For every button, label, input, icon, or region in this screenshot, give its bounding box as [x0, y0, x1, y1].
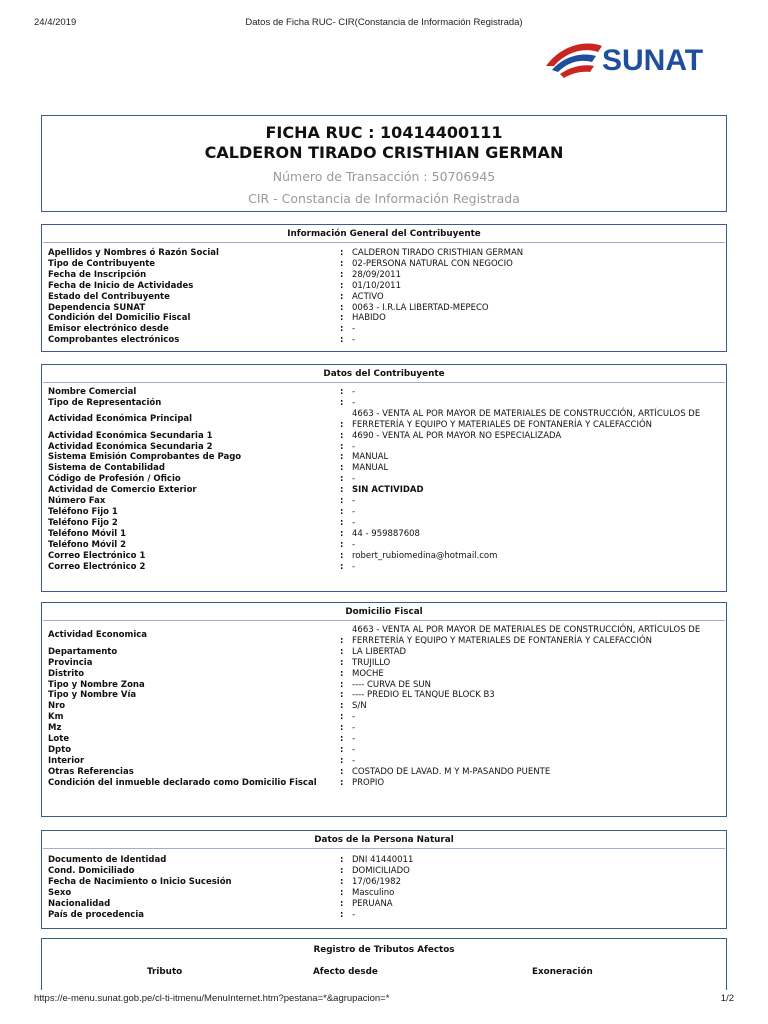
- field-label: Apellidos y Nombres ó Razón Social: [48, 248, 219, 258]
- section-title: Datos de la Persona Natural: [43, 831, 725, 849]
- section-persona-natural: [41, 830, 727, 929]
- print-url: https://e-menu.sunat.gob.pe/cl-ti-itmenu/MenuInternet.htm?pestana=*&agrupacion=*: [34, 993, 390, 1004]
- sunat-logo-mark: [542, 36, 724, 86]
- field-label: Lote: [48, 734, 70, 745]
- field-value: -: [352, 387, 356, 397]
- field-separator: :: [340, 668, 344, 679]
- print-date: 24/4/2019: [34, 17, 77, 28]
- field-label: Km: [48, 712, 64, 723]
- section-title: Información General del Contribuyente: [43, 225, 725, 243]
- field-row: [48, 888, 720, 899]
- field-label: Otras Referencias: [48, 766, 134, 777]
- field-label: Dpto: [48, 744, 72, 755]
- field-row: [48, 442, 720, 453]
- field-label: Correo Electrónico 2: [48, 561, 146, 572]
- field-separator: :: [340, 280, 344, 291]
- field-value: -: [352, 474, 356, 485]
- field-label: Actividad de Comercio Exterior: [48, 485, 197, 496]
- field-label: Actividad Economica: [48, 630, 148, 641]
- field-separator: :: [340, 302, 344, 313]
- field-label: Fecha de Inicio de Actividades: [48, 280, 194, 291]
- tributos-header-row: [42, 961, 726, 983]
- field-separator: :: [340, 561, 344, 572]
- field-row: [48, 452, 720, 463]
- field-value: MANUAL: [352, 452, 389, 463]
- field-separator: :: [340, 387, 344, 397]
- field-row: [48, 313, 720, 324]
- field-separator: :: [340, 291, 344, 302]
- field-separator: :: [340, 887, 344, 898]
- print-page-number: 1/2: [720, 993, 734, 1004]
- field-label: Teléfono Móvil 2: [48, 539, 127, 550]
- field-row: [48, 431, 720, 442]
- field-row: [48, 778, 720, 789]
- field-value: CALDERON TIRADO CRISTHIAN GERMAN: [352, 248, 524, 258]
- field-row: [48, 625, 720, 647]
- field-row: [48, 248, 720, 259]
- field-label: Mz: [48, 723, 62, 734]
- field-value: PERUANA: [352, 898, 393, 909]
- field-row: [48, 281, 720, 292]
- field-separator: :: [340, 506, 344, 517]
- field-label: Departamento: [48, 646, 118, 657]
- field-label: Estado del Contribuyente: [48, 291, 170, 302]
- sunat-logo: [542, 36, 724, 86]
- field-label: Documento de Identidad: [48, 855, 167, 865]
- field-row: [48, 855, 720, 866]
- field-value: S/N: [352, 701, 367, 712]
- field-value: 0063 - I.R.LA LIBERTAD-MEPECO: [352, 302, 489, 313]
- field-label: Cond. Domiciliado: [48, 865, 135, 876]
- field-label: Código de Profesión / Oficio: [48, 474, 181, 485]
- field-label: Sistema de Contabilidad: [48, 463, 165, 474]
- field-separator: :: [340, 485, 344, 496]
- field-separator: :: [340, 909, 344, 920]
- field-row: [48, 463, 720, 474]
- field-label: Condición del Domicilio Fiscal: [48, 313, 191, 324]
- field-row: [48, 767, 720, 778]
- field-label: Teléfono Fijo 1: [48, 506, 118, 517]
- field-row: [48, 647, 720, 658]
- field-separator: :: [340, 898, 344, 909]
- field-separator: :: [340, 430, 344, 441]
- field-row: [48, 723, 720, 734]
- column-header-exoneracion: Exoneración: [532, 967, 593, 977]
- field-separator: :: [340, 474, 344, 485]
- field-separator: :: [340, 463, 344, 474]
- field-value: -: [352, 755, 356, 766]
- field-value: ---- PREDIO EL TANQUE BLOCK B3: [352, 690, 495, 701]
- field-separator: :: [340, 550, 344, 561]
- field-label: Fecha de Inscripción: [48, 269, 147, 280]
- field-value: -: [352, 324, 356, 335]
- field-label: Correo Electrónico 1: [48, 550, 146, 561]
- print-header: [34, 17, 734, 31]
- field-label: Nacionalidad: [48, 898, 111, 909]
- section-domicilio-fiscal: [41, 602, 727, 817]
- field-value: ACTIVO: [352, 291, 384, 302]
- cir-subtitle: CIR - Constancia de Información Registrada: [248, 191, 520, 206]
- field-value: 28/09/2011: [352, 269, 401, 280]
- field-separator: :: [340, 679, 344, 690]
- field-label: Interior: [48, 755, 85, 766]
- field-separator: :: [340, 734, 344, 745]
- field-separator: :: [340, 635, 344, 646]
- field-label: Teléfono Fijo 2: [48, 517, 118, 528]
- print-footer: [34, 993, 734, 1007]
- field-value: TRUJILLO: [352, 657, 391, 668]
- field-value: 44 - 959887608: [352, 528, 420, 539]
- field-separator: :: [340, 876, 344, 887]
- field-row: [48, 910, 720, 921]
- field-label: Actividad Económica Principal: [48, 414, 193, 425]
- field-separator: :: [340, 865, 344, 876]
- field-row: [48, 398, 720, 409]
- field-label: Emisor electrónico desde: [48, 324, 169, 335]
- field-label: Provincia: [48, 657, 93, 668]
- field-separator: :: [340, 452, 344, 463]
- field-value: -: [352, 909, 356, 920]
- field-value: DNI 41440011: [352, 855, 414, 865]
- field-row: [48, 259, 720, 270]
- field-value: Masculino: [352, 887, 395, 898]
- field-row: [48, 562, 720, 573]
- field-row: [48, 690, 720, 701]
- field-row: [48, 658, 720, 669]
- field-separator: :: [340, 335, 344, 346]
- field-label: País de procedencia: [48, 909, 144, 920]
- field-label: Teléfono Móvil 1: [48, 528, 127, 539]
- field-separator: :: [340, 248, 344, 258]
- field-separator: :: [340, 777, 344, 788]
- rows: [42, 621, 726, 789]
- field-value: -: [352, 517, 356, 528]
- field-row: [48, 866, 720, 877]
- field-separator: :: [340, 269, 344, 280]
- sunat-logo-text: SUNAT: [602, 44, 704, 77]
- field-value: -: [352, 506, 356, 517]
- field-value: SIN ACTIVIDAD: [352, 485, 424, 496]
- field-row: [48, 540, 720, 551]
- field-value: 02-PERSONA NATURAL CON NEGOCIO: [352, 258, 513, 269]
- print-title: Datos de Ficha RUC- CIR(Constancia de Información Registrada): [245, 17, 523, 28]
- field-separator: :: [340, 258, 344, 269]
- field-value: -: [352, 441, 356, 452]
- ficha-ruc-title: FICHA RUC : 10414400111: [265, 123, 503, 142]
- field-row: [48, 669, 720, 680]
- field-separator: :: [340, 657, 344, 668]
- field-value: -: [352, 723, 356, 734]
- taxpayer-name: CALDERON TIRADO CRISTHIAN GERMAN: [204, 143, 564, 162]
- field-separator: :: [340, 766, 344, 777]
- field-value: -: [352, 734, 356, 745]
- field-value: PROPIO: [352, 777, 385, 788]
- field-label: Actividad Económica Secundaria 2: [48, 441, 213, 452]
- rows: [42, 383, 726, 572]
- field-label: Tipo y Nombre Zona: [48, 679, 145, 690]
- section-datos-contribuyente: [41, 364, 727, 592]
- field-row: [48, 518, 720, 529]
- field-label: Distrito: [48, 668, 85, 679]
- section-informacion-general: [41, 224, 727, 352]
- field-separator: :: [340, 712, 344, 723]
- field-row: [48, 496, 720, 507]
- field-row: [48, 303, 720, 314]
- field-separator: :: [340, 701, 344, 712]
- field-value: LA LIBERTAD: [352, 646, 407, 657]
- field-value: -: [352, 539, 356, 550]
- rows: [42, 849, 726, 920]
- field-row: [48, 551, 720, 562]
- field-separator: :: [340, 397, 344, 408]
- field-value: -: [352, 561, 356, 572]
- field-separator: :: [340, 517, 344, 528]
- field-separator: :: [340, 496, 344, 507]
- field-value: -: [352, 397, 356, 408]
- field-separator: :: [340, 539, 344, 550]
- field-value: robert_rubiomedina@hotmail.com: [352, 550, 498, 561]
- field-row: [48, 734, 720, 745]
- field-row: [48, 507, 720, 518]
- field-value: ---- CURVA DE SUN: [352, 679, 431, 690]
- field-value: MANUAL: [352, 463, 389, 474]
- field-row: [48, 680, 720, 691]
- section-title: Datos del Contribuyente: [43, 365, 725, 383]
- field-row: [48, 712, 720, 723]
- section-title: Registro de Tributos Afectos: [313, 945, 455, 955]
- field-label: Actividad Económica Secundaria 1: [48, 430, 213, 441]
- section-title: Domicilio Fiscal: [43, 603, 725, 621]
- field-label: Comprobantes electrónicos: [48, 335, 180, 346]
- field-separator: :: [340, 744, 344, 755]
- field-row: [48, 877, 720, 888]
- field-separator: :: [340, 419, 344, 430]
- field-value: COSTADO DE LAVAD. M Y M-PASANDO PUENTE: [352, 766, 551, 777]
- field-row: [48, 485, 720, 496]
- transaction-number: Número de Transacción : 50706945: [272, 169, 496, 184]
- field-row: [48, 756, 720, 767]
- field-row: [48, 474, 720, 485]
- field-separator: :: [340, 723, 344, 734]
- field-row: [48, 899, 720, 910]
- ficha-header: [41, 115, 727, 212]
- field-label: Tipo de Representación: [48, 397, 162, 408]
- field-separator: :: [340, 313, 344, 324]
- field-value: -: [352, 335, 356, 346]
- field-separator: :: [340, 690, 344, 701]
- rows: [42, 243, 726, 346]
- field-separator: :: [340, 441, 344, 452]
- field-value: -: [352, 712, 356, 723]
- field-row: [48, 335, 720, 346]
- field-row: [48, 324, 720, 335]
- field-value: DOMICILIADO: [352, 865, 410, 876]
- column-header-afecto-desde: Afecto desde: [313, 967, 378, 977]
- field-value: 4663 - VENTA AL POR MAYOR DE MATERIALES DE CONSTRUCCIÓN, ARTÍCULOS DE FERRETERÍA Y EQUIPO Y MATERIALES DE FONTANERÍA Y CALEFACCIÓN: [352, 625, 701, 646]
- field-value: 4663 - VENTA AL POR MAYOR DE MATERIALES DE CONSTRUCCIÓN, ARTÍCULOS DE FERRETERÍA Y EQUIPO Y MATERIALES DE FONTANERÍA Y CALEFACCIÓN: [352, 408, 701, 430]
- field-row: [48, 529, 720, 540]
- field-label: Sistema Emisión Comprobantes de Pago: [48, 452, 242, 463]
- field-row: [48, 409, 720, 431]
- field-row: [48, 701, 720, 712]
- field-value: HABIDO: [352, 313, 386, 324]
- field-label: Tipo y Nombre Vía: [48, 690, 137, 701]
- field-value: 4690 - VENTA AL POR MAYOR NO ESPECIALIZADA: [352, 430, 562, 441]
- field-separator: :: [340, 646, 344, 657]
- field-row: [48, 387, 720, 398]
- field-value: -: [352, 496, 356, 507]
- field-value: 01/10/2011: [352, 280, 401, 291]
- field-value: MOCHE: [352, 668, 384, 679]
- field-label: Fecha de Nacimiento o Inicio Sucesión: [48, 876, 232, 887]
- field-row: [48, 745, 720, 756]
- field-separator: :: [340, 528, 344, 539]
- field-label: Tipo de Contribuyente: [48, 258, 156, 269]
- field-value: -: [352, 744, 356, 755]
- field-separator: :: [340, 324, 344, 335]
- column-header-tributo: Tributo: [147, 967, 183, 977]
- field-row: [48, 292, 720, 303]
- section-tributos: [41, 938, 727, 990]
- field-label: Sexo: [48, 887, 72, 898]
- field-separator: :: [340, 855, 344, 865]
- field-label: Condición del inmueble declarado como Domicilio Fiscal: [48, 777, 317, 788]
- field-label: Nro: [48, 701, 66, 712]
- field-label: Dependencia SUNAT: [48, 302, 146, 313]
- field-separator: :: [340, 755, 344, 766]
- field-row: [48, 270, 720, 281]
- field-label: Número Fax: [48, 496, 106, 507]
- field-value: 17/06/1982: [352, 876, 401, 887]
- field-label: Nombre Comercial: [48, 387, 137, 397]
